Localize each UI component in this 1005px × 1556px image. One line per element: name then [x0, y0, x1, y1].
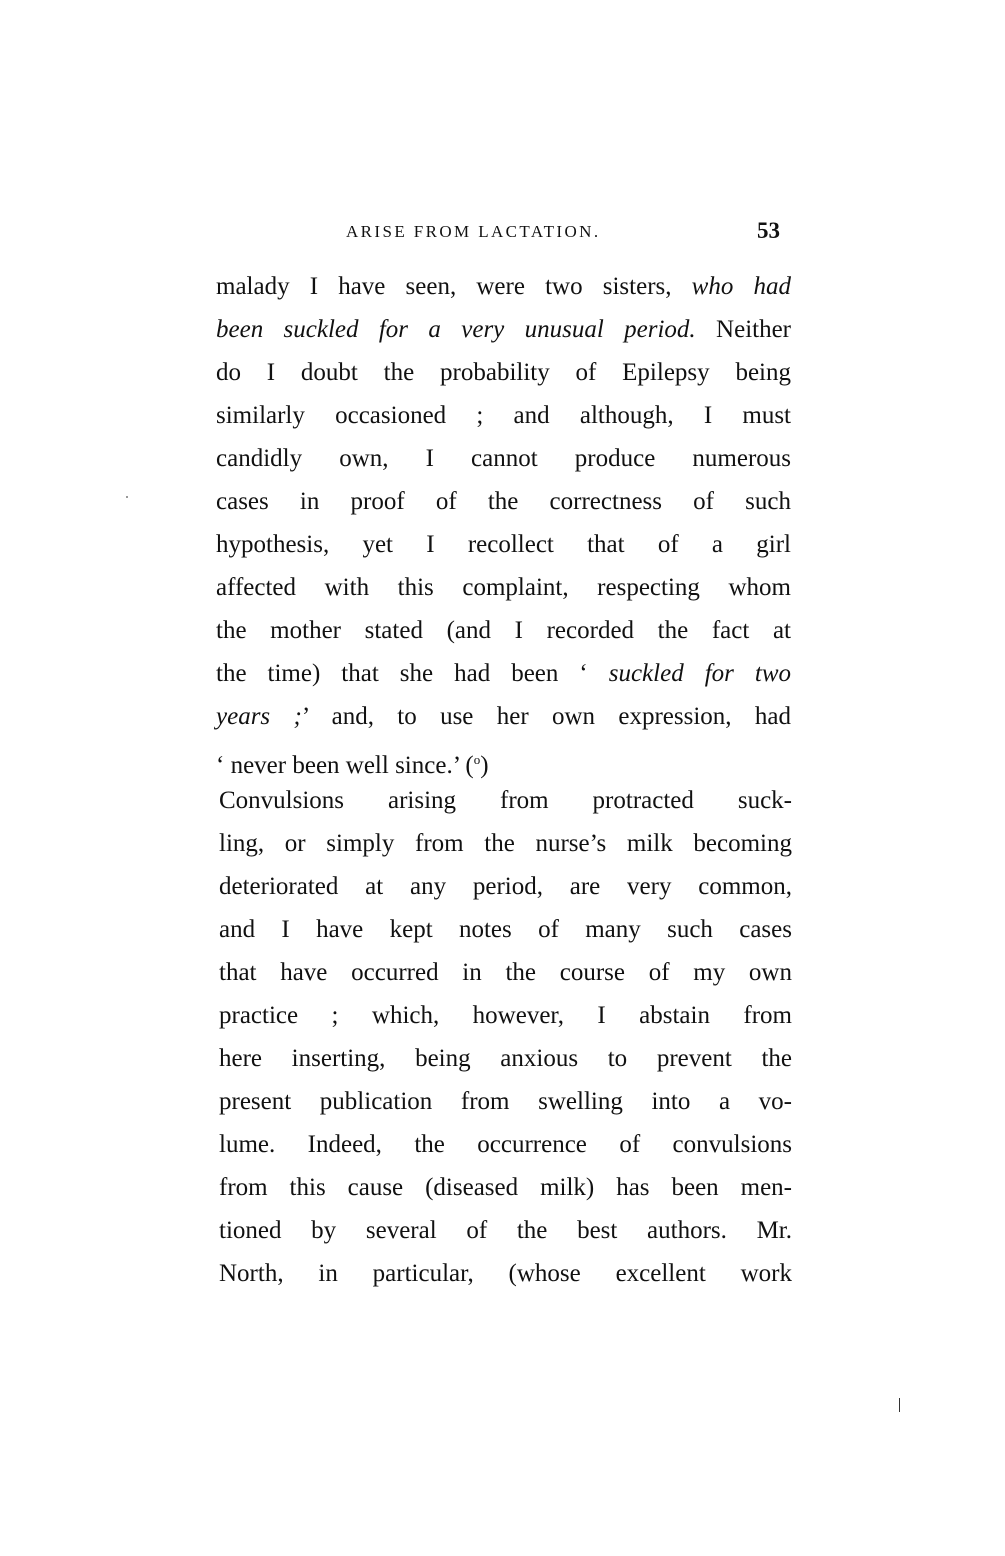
text-line — [216, 695, 791, 738]
page-number: 53 — [757, 218, 780, 243]
italic-span: who had — [691, 273, 791, 300]
text-span: Neither — [695, 316, 792, 343]
text-line — [216, 738, 791, 781]
italic-span: suckled for two — [608, 660, 791, 687]
text-line: do I doubt the probability of Epilepsy being — [216, 359, 791, 386]
text-line: hypothesis, yet I recollect that of a girl — [216, 531, 791, 558]
text-line: here inserting, being anxious to prevent the — [219, 1045, 792, 1072]
text-line: from this cause (diseased milk) has been men- — [219, 1174, 792, 1201]
text-line: affected with this complaint, respecting whom — [216, 574, 791, 601]
text-line: the mother stated (and I recorded the fact at — [216, 617, 791, 644]
running-head — [0, 218, 1005, 248]
text-line: Convulsions arising from protracted suck- — [219, 787, 792, 814]
text-span: ‘ never been well since.’ ( — [216, 752, 474, 779]
paragraph-2 — [219, 779, 792, 1295]
text-span: malady I have seen, were two sisters, — [216, 273, 692, 300]
text-span: the time) that she had been ‘ — [216, 660, 609, 687]
scan-speck — [126, 496, 128, 498]
margin-mark — [899, 1398, 900, 1412]
text-line: tioned by several of the best authors. Mr. — [219, 1217, 792, 1244]
text-line: that have occurred in the course of my own — [219, 959, 792, 986]
running-title: ARISE FROM LACTATION. — [346, 222, 601, 241]
text-line: cases in proof of the correctness of such — [216, 488, 791, 515]
text-span: ’ and, to use her own expression, had — [301, 703, 791, 730]
paragraph-1 — [216, 265, 791, 781]
italic-span: years ; — [216, 703, 302, 730]
text-line: practice ; which, however, I abstain from — [219, 1002, 792, 1029]
text-line: North, in particular, (whose excellent work — [219, 1260, 792, 1287]
text-span: ) — [480, 752, 489, 779]
text-line — [216, 308, 791, 351]
text-line: deteriorated at any period, are very common, — [219, 873, 792, 900]
text-line: and I have kept notes of many such cases — [219, 916, 792, 943]
text-line — [216, 652, 791, 695]
text-line: lume. Indeed, the occurrence of convulsions — [219, 1131, 792, 1158]
footnote-reference: o — [473, 752, 481, 767]
text-line: ling, or simply from the nurse’s milk becoming — [219, 830, 792, 857]
text-line: present publication from swelling into a vo- — [219, 1088, 792, 1115]
text-line: similarly occasioned ; and although, I must — [216, 402, 791, 429]
text-line: candidly own, I cannot produce numerous — [216, 445, 791, 472]
text-line — [216, 265, 791, 308]
italic-span: been suckled for a very unusual period. — [216, 316, 696, 343]
